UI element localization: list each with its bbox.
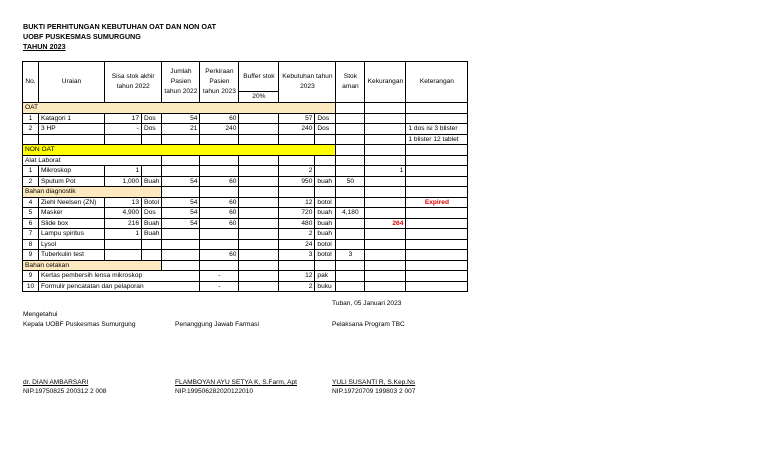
row-keterangan: 1 dos isi 3 blister (406, 124, 468, 135)
empty-cell (162, 260, 200, 271)
section-bahan-cetakan-label: Bahan cetakan (23, 260, 162, 271)
row-buffer (239, 208, 279, 219)
row-no: 2 (23, 124, 39, 135)
row-buffer (239, 166, 279, 177)
row-sisa-unit: Dos (142, 124, 162, 135)
row-keterangan (406, 250, 468, 261)
row-no: 8 (23, 239, 39, 250)
needs-table (22, 61, 468, 292)
empty-cell (162, 155, 200, 166)
col-kekurangan: Kekurangan (365, 62, 406, 103)
empty-cell (200, 187, 239, 198)
section-alat-laborat (23, 155, 468, 166)
row-no: 7 (23, 229, 39, 240)
row-no (23, 134, 39, 145)
row-stok-aman (336, 197, 365, 208)
row-perkiraan: 240 (200, 124, 239, 135)
empty-cell (162, 187, 200, 198)
row-keterangan (406, 176, 468, 187)
signer3-nip: NIP.19720709 199803 2 007 (332, 388, 416, 395)
row-jumlah: - (200, 271, 239, 282)
row-keterangan (406, 113, 468, 124)
signer3-role: Pelaksana Program TBC (332, 321, 405, 328)
row-stok-aman (336, 229, 365, 240)
row-sisa-unit (142, 239, 162, 250)
row-sisa-unit (142, 134, 162, 145)
row-keb-unit: Dos (315, 113, 336, 124)
empty-cell (279, 155, 315, 166)
row-stok-aman: 4,180 (336, 208, 365, 219)
doc-subtitle: UOBF PUSKESMAS SUMURGUNG (23, 32, 141, 41)
row-kebutuhan: 240 (279, 124, 315, 135)
empty-cell (365, 145, 406, 156)
row-kebutuhan: 480 (279, 218, 315, 229)
row-stok-aman (336, 113, 365, 124)
table-row (23, 271, 468, 282)
table-row (23, 166, 468, 177)
empty-cell (406, 155, 468, 166)
row-kebutuhan: 57 (279, 113, 315, 124)
empty-cell (406, 260, 468, 271)
row-no: 9 (23, 250, 39, 261)
row-jumlah: - (200, 281, 239, 292)
empty-cell (336, 260, 365, 271)
row-perkiraan: 60 (200, 113, 239, 124)
mengetahui-label: Mengetahui (23, 311, 58, 318)
row-kekurangan (365, 134, 406, 145)
row-sisa-unit: Dos (142, 113, 162, 124)
empty-cell (279, 187, 315, 198)
row-uraian: 3 HP (39, 124, 105, 135)
row-perkiraan: 60 (200, 197, 239, 208)
row-sisa (105, 239, 142, 250)
signer3-name: YULI SUSANTI R, S.Kep.Ns (332, 379, 416, 386)
row-kekurangan (365, 197, 406, 208)
col-uraian: Uraian (39, 62, 105, 103)
row-jumlah: 54 (162, 113, 200, 124)
row-kekurangan (365, 229, 406, 240)
row-perkiraan: 60 (200, 250, 239, 261)
section-non-oat (23, 145, 468, 156)
empty-cell (315, 260, 336, 271)
empty-cell (279, 260, 315, 271)
row-kekurangan: 1 (365, 166, 406, 177)
table-row (23, 281, 468, 292)
doc-year: TAHUN 2023 (23, 42, 66, 51)
row-no: 2 (23, 176, 39, 187)
col-kebutuhan: Kebutuhan tahun 2023 (279, 62, 336, 103)
row-keterangan (406, 218, 468, 229)
row-sisa-unit: Buah (142, 218, 162, 229)
row-uraian: Katagori 1 (39, 113, 105, 124)
table-row (23, 113, 468, 124)
row-stok-aman (336, 124, 365, 135)
row-uraian: Masker (39, 208, 105, 219)
table-row (23, 134, 468, 145)
row-kekurangan (365, 208, 406, 219)
row-stok-aman: 3 (336, 250, 365, 261)
row-no: 1 (23, 113, 39, 124)
empty-cell (365, 281, 406, 292)
row-uraian: Kertas pembersih lensa mikroskop (39, 271, 200, 282)
section-alat-laborat-label: Alat Laborat (23, 155, 162, 166)
row-sisa (105, 250, 142, 261)
row-keb-unit: botol (315, 239, 336, 250)
col-jumlah: Jumlah Pasien tahun 2022 (162, 62, 200, 103)
row-kekurangan (365, 176, 406, 187)
col-no: No. (23, 62, 39, 103)
row-keb-unit (315, 134, 336, 145)
empty-cell (239, 260, 279, 271)
row-sisa (105, 134, 142, 145)
empty-cell (365, 187, 406, 198)
empty-cell (336, 271, 365, 282)
row-no: 1 (23, 166, 39, 177)
empty-cell (365, 271, 406, 282)
row-keb-unit: buah (315, 229, 336, 240)
place-date: Tuban, 05 Januari 2023 (332, 300, 402, 307)
row-buffer (239, 218, 279, 229)
row-buffer (239, 239, 279, 250)
table-row (23, 197, 468, 208)
row-uraian: Mikroskop (39, 166, 105, 177)
section-bahan-diagnostik (23, 187, 468, 198)
row-sisa-unit: Buah (142, 176, 162, 187)
row-kebutuhan: 24 (279, 239, 315, 250)
row-kekurangan (365, 113, 406, 124)
empty-cell (406, 145, 468, 156)
row-perkiraan (200, 134, 239, 145)
row-kebutuhan (279, 134, 315, 145)
row-no: 5 (23, 208, 39, 219)
empty-cell (239, 271, 279, 282)
section-bahan-diagnostik-label: Bahan diagnostik (23, 187, 162, 198)
row-sisa: 4,900 (105, 208, 142, 219)
col-sisa: Sisa stok akhir tahun 2022 (105, 62, 162, 103)
section-oat (23, 103, 468, 114)
empty-cell (406, 103, 468, 114)
row-kebutuhan: 2 (279, 281, 315, 292)
row-buffer (239, 113, 279, 124)
table-row (23, 229, 468, 240)
row-jumlah: 54 (162, 208, 200, 219)
row-no: 9 (23, 271, 39, 282)
row-perkiraan (200, 229, 239, 240)
row-buffer (239, 197, 279, 208)
empty-cell (239, 155, 279, 166)
signer2-role: Penanggung Jawab Farmasi (175, 321, 259, 328)
row-keb-unit: buku (315, 281, 336, 292)
row-uraian: Lysol (39, 239, 105, 250)
row-sisa-unit (142, 166, 162, 177)
row-kebutuhan: 2 (279, 166, 315, 177)
signer1-role: Kepala UOBF Puskesmas Sumurgung (23, 321, 136, 328)
empty-cell (239, 187, 279, 198)
empty-cell (336, 187, 365, 198)
row-uraian (39, 134, 105, 145)
doc-title: BUKTI PERHITUNGAN KEBUTUHAN OAT DAN NON OAT (23, 22, 216, 31)
row-keterangan (406, 208, 468, 219)
row-stok-aman (336, 239, 365, 250)
empty-cell (365, 155, 406, 166)
table-row (23, 218, 468, 229)
row-jumlah: 54 (162, 218, 200, 229)
row-keb-unit (315, 166, 336, 177)
row-keterangan (406, 239, 468, 250)
row-jumlah (162, 229, 200, 240)
row-keb-unit: botol (315, 197, 336, 208)
row-keterangan: 1 blister 12 tablet (406, 134, 468, 145)
row-uraian: Sputum Pot (39, 176, 105, 187)
row-keb-unit: botol (315, 250, 336, 261)
signer2-nip: NIP.199506282020122010 (175, 388, 253, 395)
row-buffer (239, 176, 279, 187)
row-sisa-unit: Buah (142, 229, 162, 240)
row-jumlah (162, 166, 200, 177)
row-kebutuhan: 12 (279, 271, 315, 282)
row-uraian: Slide box (39, 218, 105, 229)
signer2-name: FLAMBOYAN AYU SETYA K, S.Farm, Apt (175, 379, 298, 386)
empty-cell (365, 103, 406, 114)
empty-cell (365, 260, 406, 271)
row-uraian: Lampu spiritus (39, 229, 105, 240)
row-perkiraan: 60 (200, 176, 239, 187)
col-perkiraan: Perkiraan Pasien tahun 2023 (200, 62, 239, 103)
row-stok-aman (336, 134, 365, 145)
row-kekurangan: 264 (365, 218, 406, 229)
col-buffer: Buffer stok (239, 62, 279, 92)
row-kebutuhan: 2 (279, 229, 315, 240)
row-jumlah: 21 (162, 124, 200, 135)
row-kebutuhan: 720 (279, 208, 315, 219)
row-keterangan (406, 166, 468, 177)
table-row (23, 208, 468, 219)
row-jumlah (162, 239, 200, 250)
row-jumlah: 54 (162, 197, 200, 208)
row-sisa: - (105, 124, 142, 135)
empty-cell (239, 281, 279, 292)
row-buffer (239, 229, 279, 240)
row-no: 4 (23, 197, 39, 208)
empty-cell (406, 271, 468, 282)
row-sisa-unit: Botol (142, 197, 162, 208)
row-keb-unit: buah (315, 208, 336, 219)
row-no: 10 (23, 281, 39, 292)
row-sisa: 1 (105, 229, 142, 240)
row-sisa: 17 (105, 113, 142, 124)
table-row (23, 176, 468, 187)
row-kebutuhan: 950 (279, 176, 315, 187)
empty-cell (336, 103, 365, 114)
row-keb-unit: pak (315, 271, 336, 282)
row-stok-aman (336, 218, 365, 229)
empty-cell (406, 281, 468, 292)
row-jumlah (162, 134, 200, 145)
signer1-nip: NIP.19750825 200312 2 008 (23, 388, 107, 395)
row-kebutuhan: 3 (279, 250, 315, 261)
row-perkiraan: 60 (200, 208, 239, 219)
row-keterangan: Expired (406, 197, 468, 208)
empty-cell (315, 155, 336, 166)
row-sisa: 1 (105, 166, 142, 177)
table-row (23, 250, 468, 261)
row-buffer (239, 124, 279, 135)
row-kekurangan (365, 250, 406, 261)
row-jumlah: 54 (162, 176, 200, 187)
col-keterangan: Keterangan (406, 62, 468, 103)
row-uraian: Tuberkulin test (39, 250, 105, 261)
row-perkiraan (200, 166, 239, 177)
row-uraian: Ziehl Neelsen (ZN) (39, 197, 105, 208)
row-keb-unit: buah (315, 218, 336, 229)
row-stok-aman: 50 (336, 176, 365, 187)
row-perkiraan (200, 239, 239, 250)
row-stok-aman (336, 166, 365, 177)
row-perkiraan: 60 (200, 218, 239, 229)
empty-cell (200, 155, 239, 166)
row-uraian: Formulir pencatatan dan pelaporan (39, 281, 200, 292)
empty-cell (200, 260, 239, 271)
row-keb-unit: buah (315, 176, 336, 187)
row-sisa: 1,000 (105, 176, 142, 187)
row-kekurangan (365, 124, 406, 135)
section-non-oat-label: NON OAT (23, 145, 336, 156)
row-no: 6 (23, 218, 39, 229)
row-sisa: 216 (105, 218, 142, 229)
signer1-name: dr. DIAN AMBARSARI (23, 379, 89, 386)
col-stok-aman: Stok aman (336, 62, 365, 103)
row-keb-unit: Dos (315, 124, 336, 135)
row-keterangan (406, 229, 468, 240)
empty-cell (336, 281, 365, 292)
empty-cell (336, 145, 365, 156)
section-oat-label: OAT (23, 103, 336, 114)
section-bahan-cetakan (23, 260, 468, 271)
table-row (23, 124, 468, 135)
row-kebutuhan: 12 (279, 197, 315, 208)
col-buffer-pct: 20% (239, 92, 279, 103)
empty-cell (336, 155, 365, 166)
table-row (23, 239, 468, 250)
row-sisa-unit (142, 250, 162, 261)
empty-cell (406, 187, 468, 198)
row-jumlah (162, 250, 200, 261)
empty-cell (315, 187, 336, 198)
row-buffer (239, 134, 279, 145)
row-buffer (239, 250, 279, 261)
row-sisa-unit: Dos (142, 208, 162, 219)
row-sisa: 13 (105, 197, 142, 208)
row-kekurangan (365, 239, 406, 250)
